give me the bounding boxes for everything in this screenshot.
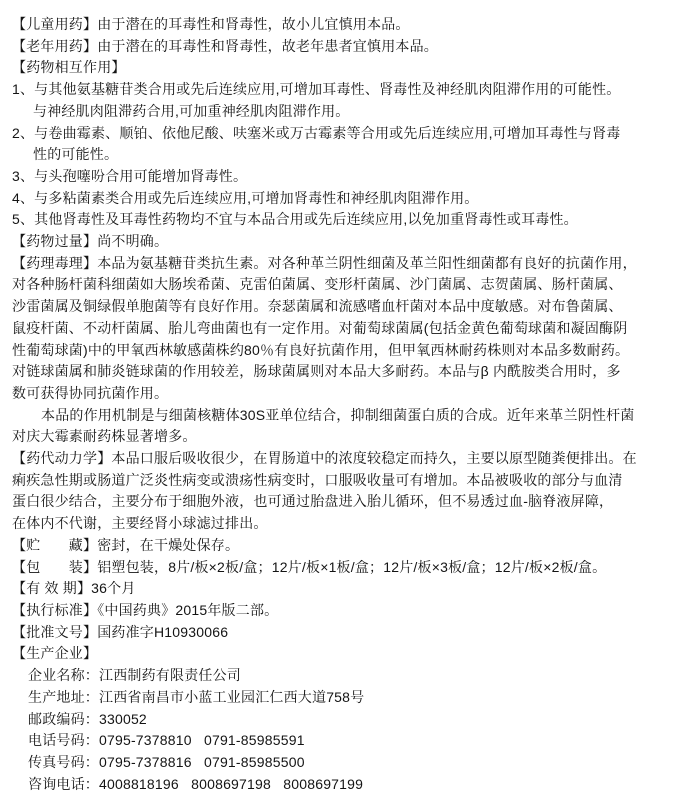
text-line-27: 【有 效 期】36个月: [12, 580, 136, 597]
text-line-36: 咨询电话：4008818196 8008697198 8008697199: [28, 775, 364, 792]
text-line-26: 【包 装】铝塑包装，8片/板×2板/盒；12片/板×1板/盒；12片/板×3板/盒；12片/板×2板/盒。: [12, 558, 607, 575]
text-line-35: 传真号码：0795-7378816 0791-85985500: [28, 753, 305, 770]
text-line-4: 1、与其他氨基糖苷类合用或先后连续应用,可增加耳毒性、肾毒性及神经肌肉阻滞作用的可能性。: [12, 81, 621, 98]
text-line-30: 【生产企业】: [12, 645, 98, 662]
text-line-14: 沙雷菌属及铜绿假单胞菌等有良好作用。奈瑟菌属和流感嗜血杆菌对本品中度敏感。对布鲁菌属、: [12, 298, 623, 315]
text-line-8: 3、与头孢噻吩合用可能增加肾毒性。: [12, 167, 248, 184]
text-line-7: 性的可能性。: [33, 146, 119, 163]
text-line-34: 电话号码：0795-7378810 0791-85985591: [28, 732, 305, 749]
text-line-29: 【批准文号】国药准字H10930066: [12, 623, 229, 640]
text-line-21: 【药代动力学】本品口服后吸收很少，在胃肠道中的浓度较稳定而持久，主要以原型随粪便排出。在: [12, 450, 637, 467]
text-line-28: 【执行标准】《中国药典》2015年版二部。: [12, 601, 279, 618]
text-line-11: 【药物过量】尚不明确。: [12, 233, 169, 250]
text-line-19: 本品的作用机制是与细菌核糖体30S亚单位结合，抑制细菌蛋白质的合成。近年来革兰阴性杆菌: [41, 406, 635, 423]
text-line-22: 痢疾急性期或肠道广泛炎性病变或溃疡性病变时，口服吸收量可有增加。本品被吸收的部分与血清: [12, 471, 623, 488]
text-line-5: 与神经肌肉阻滞药合用,可加重神经肌肉阻滞作用。: [33, 102, 350, 119]
text-line-16: 性葡萄球菌)中的甲氧西林敏感菌株约80％有良好抗菌作用，但甲氧西林耐药株则对本品多数耐药。: [12, 341, 630, 358]
document-lines: [12, 14, 676, 795]
text-line-1: 【儿童用药】由于潜在的耳毒性和肾毒性，故小儿宜慎用本品。: [12, 16, 410, 32]
text-line-10: 5、其他肾毒性及耳毒性药物均不宜与本品合用或先后连续应用,以免加重肾毒性或耳毒性。: [12, 211, 578, 228]
text-line-25: 【贮 藏】密封，在干燥处保存。: [12, 536, 240, 553]
text-line-20: 对庆大霉素耐药株显著增多。: [12, 428, 197, 445]
text-line-13: 对各种肠杆菌科细菌如大肠埃希菌、克雷伯菌属、变形杆菌属、沙门菌属、志贺菌属、肠杆菌属、: [12, 276, 623, 293]
text-line-31: 企业名称：江西制药有限责任公司: [28, 667, 241, 684]
text-line-18: 数可获得协同抗菌作用。: [12, 384, 169, 401]
text-line-24: 在体内不代谢，主要经肾小球滤过排出。: [12, 515, 268, 532]
text-line-33: 邮政编码：330052: [28, 710, 147, 727]
text-line-17: 对链球菌属和肺炎链球菌的作用较差，肠球菌属则对本品大多耐药。本品与β 内酰胺类合用时，多: [12, 363, 621, 380]
text-line-2: 【老年用药】由于潜在的耳毒性和肾毒性，故老年患者宜慎用本品。: [12, 37, 438, 54]
text-line-32: 生产地址：江西省南昌市小蓝工业园汇仁西大道758号: [28, 688, 365, 705]
text-line-15: 鼠疫杆菌、不动杆菌属、胎儿弯曲菌也有一定作用。对葡萄球菌属(包括金黄色葡萄球菌和凝固酶阴: [12, 319, 628, 336]
text-line-23: 蛋白很少结合，主要分布于细胞外液，也可通过胎盘进入胎儿循环，但不易透过血-脑脊液屏障，: [12, 493, 614, 510]
text-line-9: 4、与多粘菌素类合用或先后连续应用,可增加肾毒性和神经肌肉阻滞作用。: [12, 189, 479, 206]
text-line-12: 【药理毒理】本品为氨基糖苷类抗生素。对各种革兰阴性细菌及革兰阳性细菌都有良好的抗菌作用，: [12, 254, 637, 271]
text-line-6: 2、与卷曲霉素、顺铂、依他尼酸、呋塞米或万古霉素等合用或先后连续应用,可增加耳毒性与肾毒: [12, 124, 621, 141]
text-line-3: 【药物相互作用】: [12, 59, 126, 76]
